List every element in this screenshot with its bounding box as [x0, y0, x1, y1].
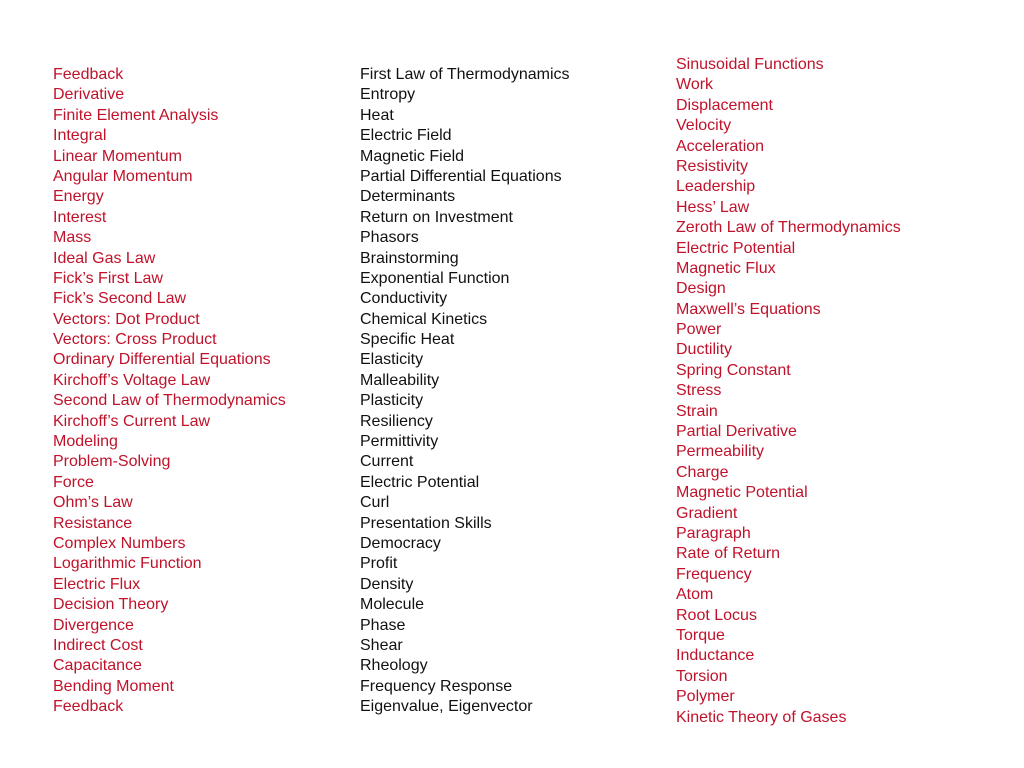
- topic-list-right: [676, 55, 901, 728]
- list-item: Root Locus: [676, 606, 757, 624]
- list-item: Power: [676, 321, 722, 339]
- list-item: Ohm’s Law: [53, 494, 133, 512]
- list-item: Feedback: [53, 698, 124, 716]
- list-item: Determinants: [360, 188, 456, 206]
- list-item: Integral: [53, 127, 107, 145]
- list-item: Current: [360, 453, 414, 471]
- list-item: First Law of Thermodynamics: [360, 66, 570, 83]
- list-item: Zeroth Law of Thermodynamics: [676, 219, 901, 237]
- list-item: Mass: [53, 229, 92, 247]
- list-item: Heat: [360, 106, 394, 124]
- list-item: Frequency: [676, 565, 752, 583]
- list-item: Bending Moment: [53, 677, 174, 695]
- list-item: Ductility: [676, 341, 733, 359]
- list-item: Fick’s First Law: [53, 269, 163, 287]
- list-item: Return on Investment: [360, 208, 513, 226]
- list-item: Gradient: [676, 504, 738, 522]
- list-item: Second Law of Thermodynamics: [53, 392, 286, 410]
- list-item: Frequency Response: [360, 677, 513, 695]
- list-item: Entropy: [360, 86, 416, 104]
- list-item: Conductivity: [360, 290, 448, 308]
- list-item: Phase: [360, 616, 406, 634]
- topic-list-middle: [360, 65, 570, 718]
- list-item: Complex Numbers: [53, 534, 186, 552]
- list-item: Resiliency: [360, 412, 433, 430]
- list-item: Torsion: [676, 667, 728, 685]
- list-item: Rate of Return: [676, 545, 781, 563]
- list-item: Modeling: [53, 433, 118, 451]
- list-item: Electric Flux: [53, 575, 141, 593]
- list-item: Problem-Solving: [53, 453, 171, 471]
- list-item: Interest: [53, 208, 107, 226]
- list-item: Permittivity: [360, 433, 439, 451]
- list-item: Rheology: [360, 657, 428, 675]
- list-item: Exponential Function: [360, 269, 510, 287]
- list-item: Magnetic Flux: [676, 259, 776, 277]
- list-item: Acceleration: [676, 137, 765, 155]
- list-item: Spring Constant: [676, 361, 791, 379]
- list-item: Electric Potential: [676, 239, 796, 257]
- list-item: Polymer: [676, 688, 735, 706]
- topic-list-left: [53, 65, 286, 718]
- list-item: Velocity: [676, 117, 732, 135]
- list-item: Energy: [53, 188, 104, 206]
- list-item: Shear: [360, 636, 403, 654]
- list-item: Vectors: Cross Product: [53, 331, 217, 349]
- list-item: Atom: [676, 586, 714, 604]
- list-item: Leadership: [676, 178, 756, 196]
- list-item: Ordinary Differential Equations: [53, 351, 271, 369]
- list-item: Kirchoff’s Voltage Law: [53, 371, 211, 389]
- list-item: Force: [53, 473, 94, 491]
- list-item: Magnetic Potential: [676, 484, 808, 502]
- list-item: Elasticity: [360, 351, 424, 369]
- list-item: Displacement: [676, 96, 773, 114]
- list-item: Divergence: [53, 616, 134, 634]
- list-item: Angular Momentum: [53, 167, 193, 185]
- list-item: Resistance: [53, 514, 133, 532]
- list-item: Curl: [360, 494, 390, 512]
- list-item: Magnetic Field: [360, 147, 465, 165]
- list-item: Hess’ Law: [676, 198, 750, 216]
- list-item: Maxwell’s Equations: [676, 300, 821, 318]
- list-item: Inductance: [676, 647, 755, 665]
- list-item: Democracy: [360, 534, 441, 552]
- list-item: Paragraph: [676, 524, 751, 542]
- list-item: Plasticity: [360, 392, 424, 410]
- list-item: Logarithmic Function: [53, 555, 202, 573]
- list-item: Torque: [676, 626, 725, 644]
- list-item: Presentation Skills: [360, 514, 492, 532]
- list-item: Kinetic Theory of Gases: [676, 708, 847, 726]
- list-item: Permeability: [676, 443, 765, 461]
- list-item: Partial Derivative: [676, 423, 797, 441]
- list-item: Strain: [676, 402, 718, 420]
- list-item: Kirchoff’s Current Law: [53, 412, 211, 430]
- list-item: Density: [360, 575, 414, 593]
- list-item: Resistivity: [676, 157, 749, 175]
- list-item: Feedback: [53, 66, 124, 83]
- list-item: Fick’s Second Law: [53, 290, 187, 308]
- list-item: Electric Potential: [360, 473, 480, 491]
- list-item: Capacitance: [53, 657, 142, 675]
- list-item: Partial Differential Equations: [360, 167, 562, 185]
- list-item: Indirect Cost: [53, 636, 143, 654]
- list-item: Design: [676, 280, 726, 298]
- list-item: Charge: [676, 463, 729, 481]
- list-item: Stress: [676, 382, 722, 400]
- list-item: Electric Field: [360, 127, 452, 145]
- list-item: Malleability: [360, 371, 440, 389]
- list-item: Molecule: [360, 596, 425, 614]
- list-item: Work: [676, 76, 714, 94]
- list-item: Vectors: Dot Product: [53, 310, 200, 328]
- list-item: Profit: [360, 555, 398, 573]
- list-item: Eigenvalue, Eigenvector: [360, 698, 533, 716]
- list-item: Phasors: [360, 229, 419, 247]
- list-item: Decision Theory: [53, 596, 169, 614]
- list-item: Sinusoidal Functions: [676, 56, 824, 73]
- list-item: Brainstorming: [360, 249, 459, 267]
- list-item: Derivative: [53, 86, 125, 104]
- list-item: Linear Momentum: [53, 147, 182, 165]
- list-item: Ideal Gas Law: [53, 249, 156, 267]
- list-item: Chemical Kinetics: [360, 310, 488, 328]
- list-item: Finite Element Analysis: [53, 106, 219, 124]
- list-item: Specific Heat: [360, 331, 455, 349]
